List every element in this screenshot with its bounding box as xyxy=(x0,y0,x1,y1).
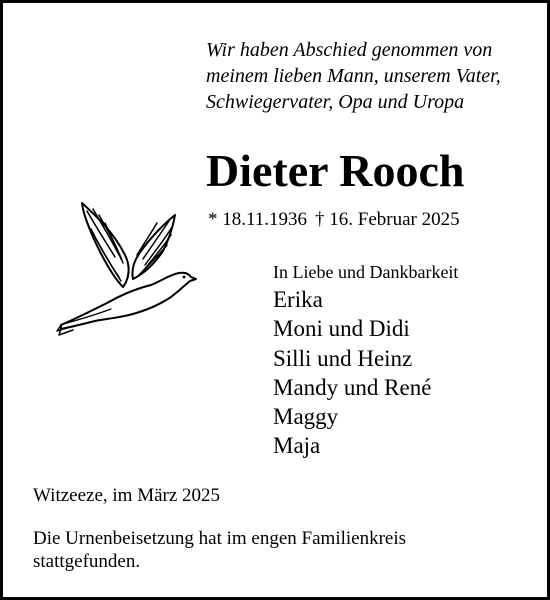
dove-icon xyxy=(55,193,200,338)
note-line: Die Urnenbeisetzung hat im engen Familienkreis xyxy=(33,528,407,549)
note-line: stattgefunden. xyxy=(33,551,141,572)
mourner-name: Silli und Heinz xyxy=(273,345,413,371)
intro-line: Schwiegervater, Opa und Uropa xyxy=(206,91,465,113)
mourners-lead: In Liebe und Dankbarkeit xyxy=(273,262,459,282)
mourner-name: Maja xyxy=(273,433,321,459)
place-date: Witzeeze, im März 2025 xyxy=(33,485,221,506)
deceased-name: Dieter Rooch xyxy=(206,145,465,196)
death-date: † 16. Februar 2025 xyxy=(315,209,460,230)
life-dates xyxy=(208,208,460,232)
mourners-list xyxy=(273,259,458,461)
intro-line: Wir haben Abschied genommen von xyxy=(206,39,493,61)
mourner-name: Maggy xyxy=(273,404,339,430)
burial-note xyxy=(33,527,503,573)
intro-line: meinem lieben Mann, unserem Vater, xyxy=(206,65,501,87)
mourner-name: Erika xyxy=(273,287,323,312)
intro-text xyxy=(206,37,536,115)
mourner-name: Mandy und René xyxy=(273,374,432,400)
birth-date: * 18.11.1936 xyxy=(208,209,308,230)
mourner-name: Moni und Didi xyxy=(273,316,410,342)
